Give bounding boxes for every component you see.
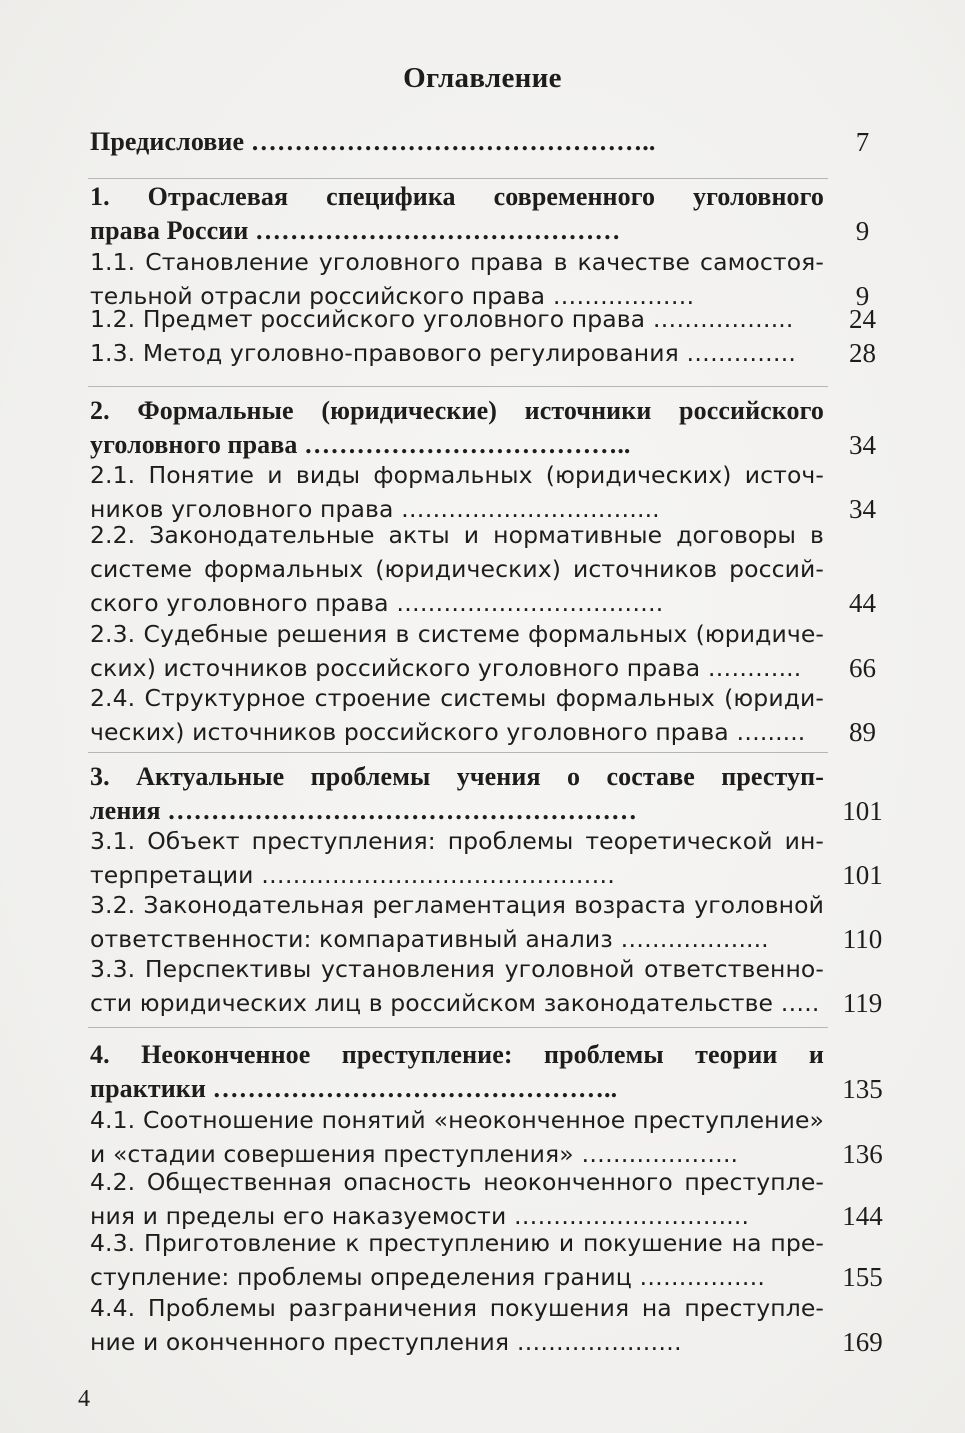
toc-entry-line: и «стадии совершения преступления» ……………….. xyxy=(90,1140,739,1168)
toc-entry-line: 4.4. Проблемы разграничения покушения на преступле- xyxy=(90,1294,824,1322)
page-number: 4 xyxy=(78,1386,90,1412)
toc-page-number: 28 xyxy=(849,338,876,368)
toc-entry-line: 1.1. Становление уголовного права в качестве самостоя- xyxy=(90,248,824,276)
toc-entry-line: ступление: проблемы определения границ ……………. xyxy=(90,1263,766,1291)
toc-entry-line: ния и пределы его наказуемости ………………………... xyxy=(90,1202,750,1230)
toc-entry-line: Предисловие ……………………………………….. xyxy=(90,127,656,156)
toc-entry-line: 1. Отраслевая специфика современного уголовного xyxy=(90,182,824,211)
toc-entry-line: ческих) источников российского уголовного права …...... xyxy=(90,718,806,746)
toc-page-number: 119 xyxy=(842,988,883,1018)
toc-entry-line: 4. Неоконченное преступление: проблемы теории и xyxy=(90,1040,824,1069)
toc-entry-line: ления ……………………………………………… xyxy=(90,796,638,825)
toc-entry-line: 4.3. Приготовление к преступлению и покушение на пре- xyxy=(90,1229,824,1257)
toc-entry-line: 2.3. Судебные решения в системе формальных (юридиче- xyxy=(90,620,824,648)
toc-entry-line: уголовного права ……………………………….. xyxy=(90,430,631,459)
toc-page-number: 144 xyxy=(842,1201,883,1231)
toc-entry-line: 1.2. Предмет российского уголовного права ……………... xyxy=(90,305,794,333)
toc-entry-line: 2.1. Понятие и виды формальных (юридических) источ- xyxy=(90,461,824,489)
toc-entry-line: 3.3. Перспективы установления уголовной ответственно- xyxy=(90,955,824,983)
toc-title: Оглавление xyxy=(403,62,562,94)
toc-page-number: 169 xyxy=(842,1327,883,1357)
toc-page-number: 44 xyxy=(849,588,876,618)
toc-entry-line: ответственности: компаративный анализ …………….... xyxy=(90,925,769,953)
toc-entry-line: 3.1. Объект преступления: проблемы теоретической ин- xyxy=(90,827,824,855)
toc-page-number: 34 xyxy=(849,494,876,524)
toc-entry-line: ников уголовного права …………………………... xyxy=(90,495,660,523)
toc-entry-line: 2.2. Законодательные акты и нормативные договоры в xyxy=(90,521,824,549)
toc-entry-line: ского уголовного права ……………………………. xyxy=(90,589,664,617)
toc-entry-line: терпретации ……………………………………… xyxy=(90,861,616,889)
toc-page-number: 7 xyxy=(855,127,870,157)
section-divider xyxy=(88,1027,828,1028)
toc-page-number: 9 xyxy=(855,281,870,311)
toc-entry-line: 2. Формальные (юридические) источники российского xyxy=(90,396,824,425)
section-divider xyxy=(88,752,828,753)
section-divider xyxy=(88,386,828,387)
toc-entry-line: 3. Актуальные проблемы учения о составе преступ- xyxy=(90,762,824,791)
toc-page-number: 135 xyxy=(842,1074,883,1104)
toc-entry-line: 4.2. Общественная опасность неоконченного преступле- xyxy=(90,1168,824,1196)
toc-entry-line: 3.2. Законодательная регламентация возраста уголовной xyxy=(90,891,824,919)
toc-page-number: 89 xyxy=(849,717,876,747)
toc-page-number: 155 xyxy=(842,1262,883,1292)
toc-entry-line: системе формальных (юридических) источников россий- xyxy=(90,555,824,583)
toc-page-number: 110 xyxy=(842,924,883,954)
toc-page-number: 24 xyxy=(849,304,876,334)
toc-entry-line: 4.1. Соотношение понятий «неоконченное преступление» xyxy=(90,1106,824,1134)
toc-entry-line: практики ……………………………………….. xyxy=(90,1074,618,1103)
toc-entry-line: тельной отрасли российского права ……………… xyxy=(90,282,695,310)
toc-page-number: 136 xyxy=(842,1139,883,1169)
toc-entry-line: ние и оконченного преступления ………………… xyxy=(90,1328,682,1356)
toc-entry-line: сти юридических лиц в российском законодательстве ….. xyxy=(90,989,820,1017)
toc-entry-line: 2.4. Структурное строение системы формальных (юриди- xyxy=(90,684,824,712)
section-divider xyxy=(88,178,828,179)
toc-entry-line: права России …………………………………… xyxy=(90,216,621,245)
toc-page-number: 9 xyxy=(855,216,870,246)
toc-entry-line: 1.3. Метод уголовно-правового регулирования ………….. xyxy=(90,339,796,367)
toc-page-number: 34 xyxy=(849,430,876,460)
toc-page-number: 101 xyxy=(842,860,883,890)
toc-entry-line: ских) источников российского уголовного права ………... xyxy=(90,654,802,682)
toc-page-number: 66 xyxy=(849,653,876,683)
toc-page-number: 101 xyxy=(842,796,883,826)
